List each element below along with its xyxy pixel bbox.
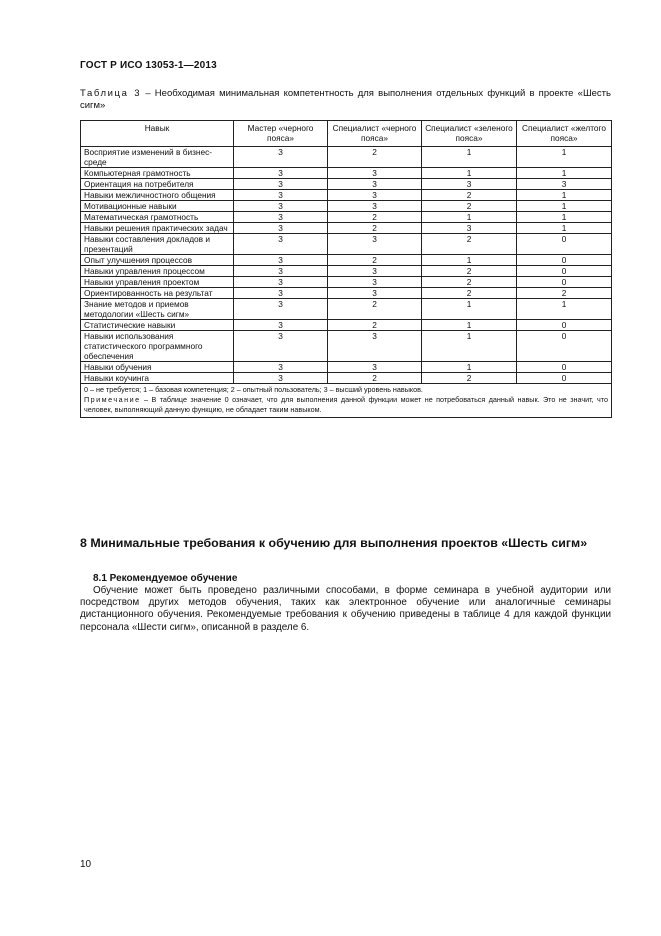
level-cell: 3 bbox=[234, 168, 328, 179]
document-header: ГОСТ Р ИСО 13053-1—2013 bbox=[80, 60, 217, 71]
page-number: 10 bbox=[80, 859, 92, 870]
level-cell: 2 bbox=[422, 201, 517, 212]
level-cell: 1 bbox=[517, 147, 612, 168]
level-cell: 0 bbox=[517, 362, 612, 373]
level-cell: 2 bbox=[328, 147, 422, 168]
level-cell: 3 bbox=[234, 331, 328, 362]
level-cell: 0 bbox=[517, 320, 612, 331]
skill-cell: Навыки использования статистического программного обеспечения bbox=[81, 331, 234, 362]
table-note-label: Примечание bbox=[84, 395, 141, 404]
level-cell: 2 bbox=[422, 234, 517, 255]
table-row bbox=[81, 223, 612, 234]
level-cell: 3 bbox=[234, 299, 328, 320]
level-cell: 3 bbox=[234, 147, 328, 168]
skill-cell: Навыки управления проектом bbox=[81, 277, 234, 288]
skill-cell: Навыки решения практических задач bbox=[81, 223, 234, 234]
table-row bbox=[81, 277, 612, 288]
table-header-row bbox=[81, 121, 612, 147]
table-row bbox=[81, 288, 612, 299]
table-caption bbox=[80, 88, 611, 112]
skill-cell: Навыки межличностного общения bbox=[81, 190, 234, 201]
skill-cell: Восприятие изменений в бизнес-среде bbox=[81, 147, 234, 168]
skill-cell: Ориентация на потребителя bbox=[81, 179, 234, 190]
level-cell: 1 bbox=[517, 201, 612, 212]
level-cell: 1 bbox=[422, 255, 517, 266]
level-cell: 1 bbox=[517, 223, 612, 234]
level-cell: 1 bbox=[422, 320, 517, 331]
table-row bbox=[81, 168, 612, 179]
table-note bbox=[84, 395, 608, 415]
skill-cell: Навыки управления процессом bbox=[81, 266, 234, 277]
table-note-cell bbox=[81, 384, 612, 418]
level-cell: 1 bbox=[517, 168, 612, 179]
level-cell: 2 bbox=[422, 266, 517, 277]
level-cell: 3 bbox=[328, 331, 422, 362]
table-row bbox=[81, 201, 612, 212]
column-header-skill: Навык bbox=[81, 121, 234, 147]
level-cell: 3 bbox=[328, 190, 422, 201]
table-row bbox=[81, 179, 612, 190]
level-cell: 3 bbox=[234, 255, 328, 266]
table-row bbox=[81, 320, 612, 331]
level-cell: 3 bbox=[328, 234, 422, 255]
skill-cell: Навыки составления докладов и презентаций bbox=[81, 234, 234, 255]
competence-table bbox=[80, 120, 612, 418]
level-cell: 3 bbox=[234, 373, 328, 384]
level-cell: 3 bbox=[234, 212, 328, 223]
table-row bbox=[81, 212, 612, 223]
level-cell: 3 bbox=[328, 201, 422, 212]
level-cell: 0 bbox=[517, 331, 612, 362]
level-cell: 1 bbox=[517, 212, 612, 223]
level-cell: 1 bbox=[517, 190, 612, 201]
level-cell: 3 bbox=[234, 179, 328, 190]
column-header-black-belt: Специалист «черного пояса» bbox=[328, 121, 422, 147]
level-cell: 2 bbox=[328, 223, 422, 234]
subsection-title: 8.1 Рекомендуемое обучение bbox=[93, 573, 238, 584]
level-cell: 3 bbox=[422, 223, 517, 234]
level-cell: 3 bbox=[328, 168, 422, 179]
level-cell: 2 bbox=[422, 190, 517, 201]
level-cell: 2 bbox=[517, 288, 612, 299]
level-cell: 3 bbox=[234, 201, 328, 212]
level-cell: 2 bbox=[328, 212, 422, 223]
table-legend: 0 – не требуется; 1 – базовая компетенция; 2 – опытный пользователь; 3 – высший уровень навыков. bbox=[84, 385, 423, 394]
level-cell: 3 bbox=[234, 277, 328, 288]
level-cell: 3 bbox=[234, 362, 328, 373]
level-cell: 2 bbox=[422, 277, 517, 288]
level-cell: 2 bbox=[422, 288, 517, 299]
level-cell: 0 bbox=[517, 266, 612, 277]
level-cell: 2 bbox=[328, 373, 422, 384]
level-cell: 0 bbox=[517, 234, 612, 255]
skill-cell: Мотивационные навыки bbox=[81, 201, 234, 212]
table-note-text: – В таблице значение 0 означает, что для выполнения данной функции может не потребоваться данный навык. Это не значит, что человек, выполняющий данную функцию, не обладает таким навыком. bbox=[84, 395, 608, 414]
level-cell: 1 bbox=[422, 331, 517, 362]
level-cell: 2 bbox=[422, 373, 517, 384]
body-paragraph: Обучение может быть проведено различными способами, в форме семинара в учебной аудитории или посредством других методов обучения, таких как электронное обучение или аналогичные семинары дистанционного обучения. Рекомендуемые требования к обучению приведены в таблице 4 для каждой функции персонала «Шести сигм», описанной в разделе 6. bbox=[80, 585, 611, 633]
table-caption-label: Таблица 3 bbox=[80, 88, 142, 99]
level-cell: 3 bbox=[517, 179, 612, 190]
section-title: 8 Минимальные требования к обучению для выполнения проектов «Шесть сигм» bbox=[80, 536, 588, 550]
table-caption-text: – Необходимая минимальная компетентность для выполнения отдельных функций в проекте «Шесть сигм» bbox=[80, 88, 611, 111]
table-row bbox=[81, 362, 612, 373]
table-row bbox=[81, 266, 612, 277]
level-cell: 2 bbox=[328, 255, 422, 266]
level-cell: 3 bbox=[234, 288, 328, 299]
skill-cell: Знание методов и приемов методологии «Шесть сигм» bbox=[81, 299, 234, 320]
level-cell: 3 bbox=[328, 288, 422, 299]
level-cell: 3 bbox=[234, 266, 328, 277]
column-header-yellow-belt: Специалист «желтого пояса» bbox=[517, 121, 612, 147]
table-body bbox=[81, 147, 612, 384]
level-cell: 1 bbox=[422, 299, 517, 320]
level-cell: 3 bbox=[234, 234, 328, 255]
level-cell: 0 bbox=[517, 277, 612, 288]
skill-cell: Навыки коучинга bbox=[81, 373, 234, 384]
table-row bbox=[81, 255, 612, 266]
skill-cell: Ориентированность на результат bbox=[81, 288, 234, 299]
table-row bbox=[81, 190, 612, 201]
level-cell: 3 bbox=[234, 320, 328, 331]
level-cell: 3 bbox=[422, 179, 517, 190]
table-row bbox=[81, 331, 612, 362]
level-cell: 3 bbox=[234, 223, 328, 234]
table-row bbox=[81, 147, 612, 168]
skill-cell: Навыки обучения bbox=[81, 362, 234, 373]
table-header bbox=[81, 121, 612, 147]
level-cell: 1 bbox=[422, 212, 517, 223]
level-cell: 0 bbox=[517, 255, 612, 266]
level-cell: 3 bbox=[234, 190, 328, 201]
level-cell: 3 bbox=[328, 266, 422, 277]
skill-cell: Математическая грамотность bbox=[81, 212, 234, 223]
skill-cell: Опыт улучшения процессов bbox=[81, 255, 234, 266]
table-row bbox=[81, 234, 612, 255]
level-cell: 1 bbox=[517, 299, 612, 320]
table-row bbox=[81, 373, 612, 384]
skill-cell: Статистические навыки bbox=[81, 320, 234, 331]
level-cell: 0 bbox=[517, 373, 612, 384]
level-cell: 3 bbox=[328, 362, 422, 373]
table-row bbox=[81, 299, 612, 320]
skill-cell: Компьютерная грамотность bbox=[81, 168, 234, 179]
level-cell: 2 bbox=[328, 320, 422, 331]
level-cell: 1 bbox=[422, 147, 517, 168]
column-header-green-belt: Специалист «зеленого пояса» bbox=[422, 121, 517, 147]
level-cell: 3 bbox=[328, 277, 422, 288]
level-cell: 2 bbox=[328, 299, 422, 320]
level-cell: 1 bbox=[422, 168, 517, 179]
level-cell: 3 bbox=[328, 179, 422, 190]
level-cell: 1 bbox=[422, 362, 517, 373]
column-header-master-black-belt: Мастер «черного пояса» bbox=[234, 121, 328, 147]
table-note-row bbox=[81, 384, 612, 418]
table-footer bbox=[81, 384, 612, 418]
